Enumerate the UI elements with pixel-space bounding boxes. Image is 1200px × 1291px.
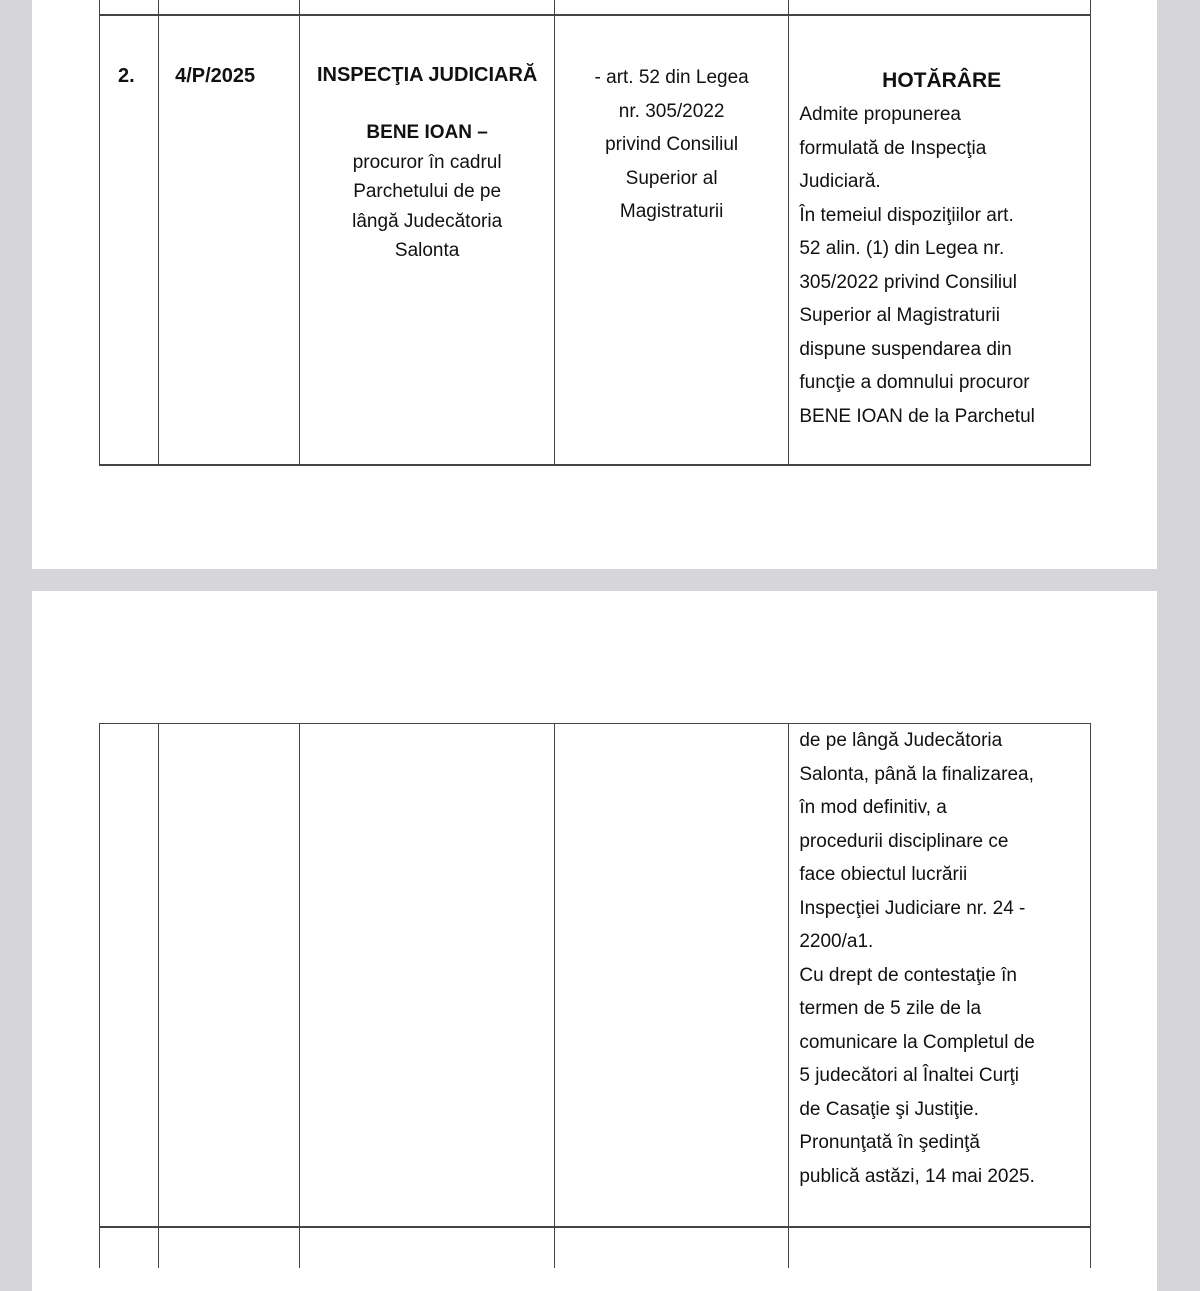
decision-line: Superior al Magistraturii — [799, 305, 1000, 326]
decision-line: face obiectul lucrării — [799, 864, 968, 885]
legal-basis-line: - art. 52 din Legea — [594, 67, 749, 88]
decision-line: În temeiul dispoziţiilor art. — [799, 204, 1014, 226]
decision-line: 305/2022 privind Consiliul — [799, 271, 1017, 293]
decision-line: funcţie a domnului procuror — [799, 372, 1030, 393]
decision-line: comunicare la Completul de — [799, 1031, 1035, 1053]
decision-line: publică astăzi, 14 mai 2025. — [799, 1165, 1035, 1187]
decision-line: Pronunţată în şedinţă — [799, 1132, 980, 1153]
decision-line: Cu drept de contestaţie în — [799, 964, 1017, 986]
document-page-2 — [32, 591, 1157, 1291]
subject-cell — [300, 15, 555, 465]
subject-line: procuror în cadrul — [352, 151, 502, 173]
decision-line: Inspecţiei Judiciare nr. 24 - — [799, 897, 1026, 919]
decisions-table-page-2 — [99, 723, 1091, 1268]
legal-basis-line: privind Consiliul — [605, 134, 739, 155]
decision-cell — [789, 15, 1091, 465]
legal-basis-line: nr. 305/2022 — [618, 100, 725, 122]
table-row-continued — [100, 724, 1091, 1228]
subject-name: BENE IOAN – — [366, 122, 488, 143]
decision-line: de pe lângă Judecătoria — [799, 730, 1003, 751]
legal-basis-line: Superior al — [625, 167, 718, 189]
subject-title: INSPECŢIA JUDICIARĂ — [316, 64, 538, 86]
legal-basis-line: Magistraturii — [619, 201, 724, 222]
subject-line: Parchetului de pe — [353, 181, 502, 202]
decision-line: BENE IOAN de la Parchetul — [799, 405, 1035, 427]
decision-line: 2200/a1. — [799, 931, 874, 952]
subject-line: lângă Judecătoria — [352, 210, 503, 232]
decision-line: Admite propunerea — [799, 104, 961, 125]
decision-title: HOTĂRÂRE — [882, 69, 1002, 92]
decision-line: procedurii disciplinare ce — [799, 830, 1009, 852]
decision-line: formulată de Inspecţia — [799, 137, 987, 159]
row-number: 2. — [100, 15, 159, 465]
decision-line: termen de 5 zile de la — [799, 998, 982, 1019]
document-page-1 — [32, 0, 1157, 569]
decision-line: 52 alin. (1) din Legea nr. — [799, 238, 1005, 259]
decision-line: de Casaţie şi Justiţie. — [799, 1098, 979, 1120]
previous-row-tail — [100, 0, 1091, 15]
decision-line: 5 judecători al Înaltei Curţi — [799, 1065, 1020, 1086]
decision-cell-continued — [789, 724, 1091, 1228]
file-number: 4/P/2025 — [159, 15, 300, 465]
decision-line: Salonta, până la finalizarea, — [799, 763, 1034, 785]
legal-basis-cell — [554, 15, 788, 465]
next-row-start — [100, 1227, 1091, 1268]
decision-line: în mod definitiv, a — [799, 797, 947, 818]
decision-line: dispune suspendarea din — [799, 338, 1012, 360]
decision-line: Judiciară. — [799, 171, 881, 192]
table-row — [100, 15, 1091, 465]
decisions-table-page-1 — [99, 0, 1091, 466]
subject-line: Salonta — [394, 240, 460, 261]
